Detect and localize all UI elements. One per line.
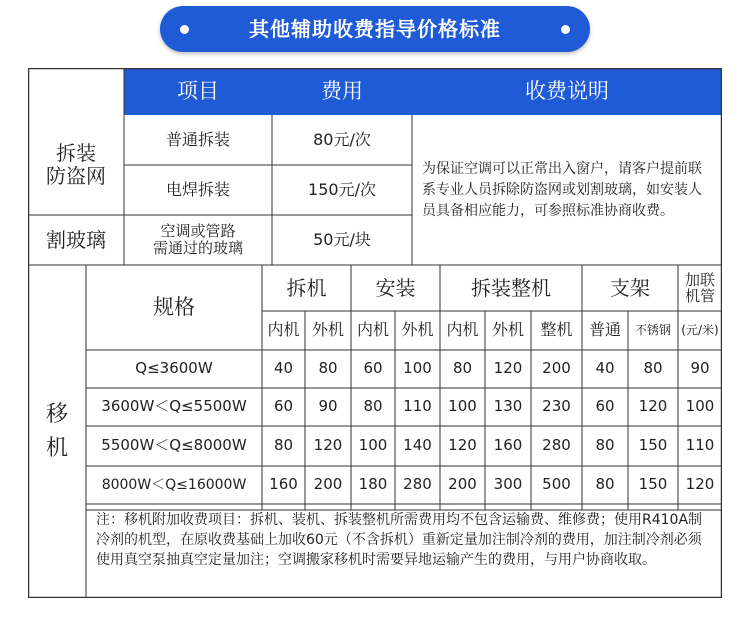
label-move: 移 机: [45, 401, 68, 461]
price-value: 100: [403, 359, 432, 378]
footnote: 注：移机附加收费项目：拆机、装机、拆装整机所需费用均不包含运输费、维修费；使用R410A制冷剂的机型，在原收费基础上加收60元（不含拆机）重新定量加注制冷剂的费用，加注制冷剂必须使用真空泵抽真空定量加注；空调搬家移机时需要异地运输产生的费用，与用户协商收取。: [96, 512, 703, 568]
service-description: 为保证空调可以正常出入窗户，请客户提前联系专业人员拆除防盗网或划割玻璃，如安装人员具备相应能力，可参照标准协商收费。: [422, 160, 702, 219]
header-desc: 收费说明: [412, 68, 722, 115]
service-name: 电焊拆装: [165, 179, 230, 199]
service-price: 80元/次: [313, 129, 371, 149]
service-name: 空调或管路 需通过的玻璃: [152, 222, 243, 257]
price-value: 150: [638, 475, 668, 494]
price-value: 200: [448, 475, 477, 494]
label-glass: 割玻璃: [46, 227, 106, 252]
sub-header: 内机: [446, 320, 479, 340]
price-value: 140: [403, 436, 432, 455]
group-header: 拆机: [286, 275, 327, 300]
header-item: 项目: [124, 68, 272, 115]
spec-cell: 5500W＜Q≤8000W: [101, 436, 247, 455]
price-value: 500: [542, 475, 571, 494]
service-name: 普通拆装: [165, 129, 230, 149]
page-title: 其他辅助收费指导价格标准: [249, 17, 501, 41]
sub-header: 外机: [311, 320, 344, 340]
sub-header: 整机: [540, 320, 573, 340]
price-value: 130: [493, 397, 523, 416]
spec-cell: 8000W＜Q≤16000W: [101, 476, 247, 493]
label-remove-guard: 拆装 防盗网: [46, 141, 106, 188]
price-value: 100: [358, 436, 388, 455]
group-header: 加联 机管: [684, 271, 715, 305]
sub-header: 内机: [267, 320, 300, 340]
price-value: 60: [273, 397, 294, 416]
header-fee: 费用: [272, 68, 412, 115]
price-value: 60: [363, 359, 383, 378]
price-value: 80: [595, 475, 615, 494]
spec-cell: Q≤3600W: [135, 359, 213, 378]
price-value: 40: [273, 359, 294, 378]
price-value: 120: [685, 475, 715, 494]
price-value: 120: [493, 359, 523, 378]
price-value: 160: [269, 475, 298, 494]
price-value: 120: [638, 397, 668, 416]
group-header: 拆装整机: [471, 275, 551, 300]
price-value: 100: [685, 397, 715, 416]
price-value: 150: [638, 436, 668, 455]
price-value: 110: [685, 436, 715, 455]
price-value: 120: [448, 436, 477, 455]
price-value: 200: [313, 475, 343, 494]
price-value: 80: [273, 436, 294, 455]
price-value: 120: [313, 436, 343, 455]
price-value: 230: [542, 397, 571, 416]
sub-header: 普通: [588, 320, 621, 340]
price-value: 90: [318, 397, 338, 416]
price-value: 110: [403, 397, 432, 416]
price-table: [28, 68, 722, 598]
price-value: 80: [452, 359, 473, 378]
sub-header: 外机: [491, 320, 524, 340]
sub-header: 不锈钢: [634, 322, 671, 337]
price-value: 180: [358, 475, 388, 494]
price-value: 280: [542, 436, 571, 455]
title-banner: [160, 6, 590, 52]
group-header: 支架: [610, 275, 650, 300]
price-value: 40: [595, 359, 615, 378]
price-value: 300: [493, 475, 523, 494]
price-value: 160: [493, 436, 523, 455]
price-value: 80: [643, 359, 663, 378]
price-value: 60: [595, 397, 615, 416]
spec-header: 规格: [153, 295, 195, 320]
price-value: 200: [542, 359, 571, 378]
price-value: 80: [363, 397, 383, 416]
group-header: 安装: [375, 275, 416, 300]
service-price: 50元/块: [313, 229, 371, 249]
price-value: 80: [318, 359, 338, 378]
spec-cell: 3600W＜Q≤5500W: [101, 397, 247, 416]
price-value: 100: [448, 397, 477, 416]
service-price: 150元/次: [308, 179, 376, 199]
sub-header: 外机: [401, 320, 434, 340]
price-value: 280: [403, 475, 432, 494]
sub-header: (元/米): [681, 322, 719, 337]
price-value: 90: [690, 359, 710, 378]
price-value: 80: [595, 436, 615, 455]
sub-header: 内机: [356, 320, 389, 340]
